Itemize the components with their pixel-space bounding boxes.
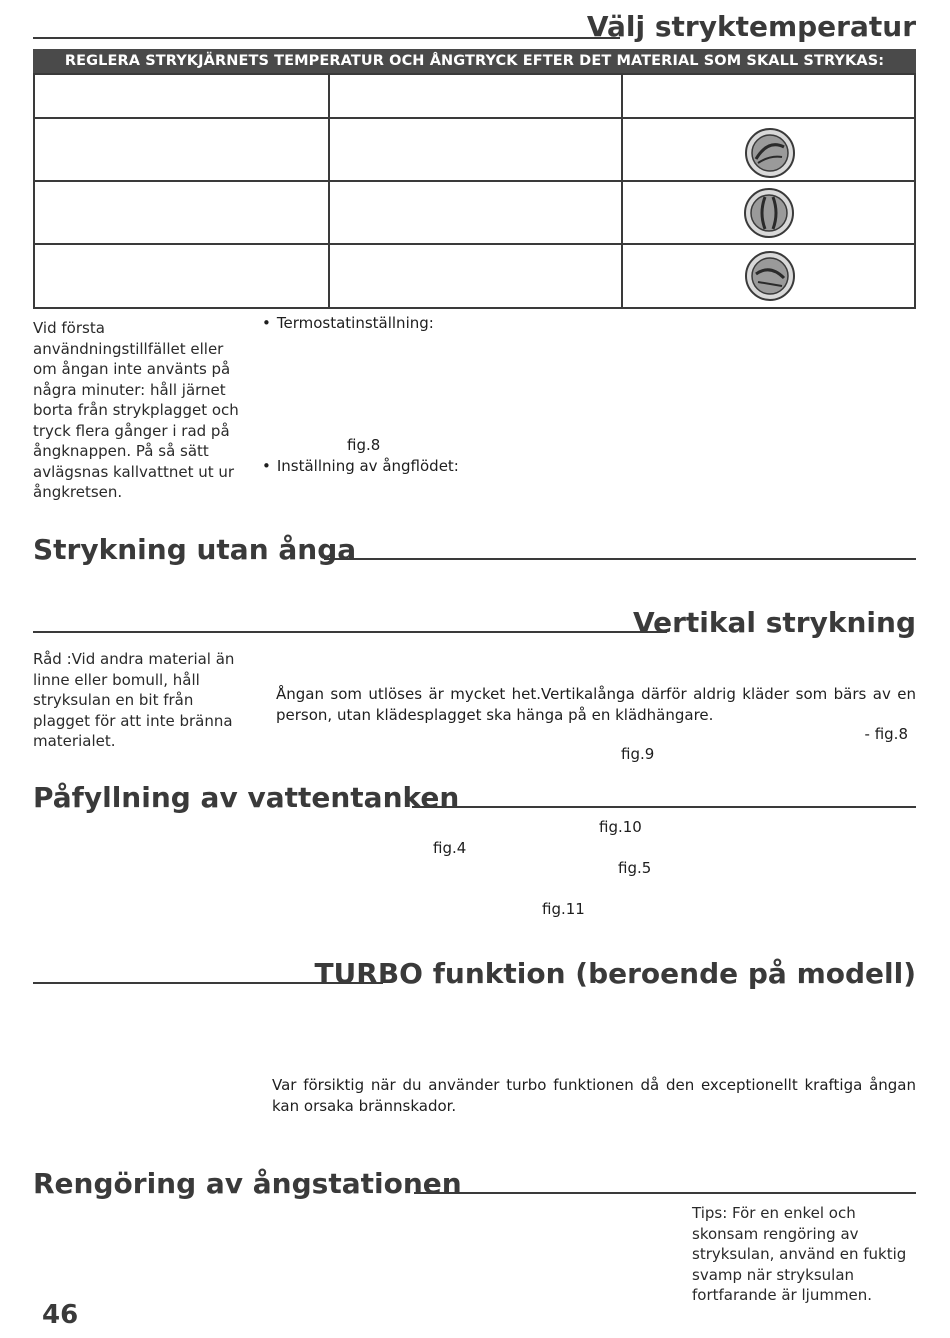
turbo-warning: Var försiktig när du använder turbo funktionen då den exceptionellt kraftiga ångan kan orsaka brännskador. xyxy=(272,1076,916,1115)
section-title-turbo: TURBO funktion (beroende på modell) xyxy=(314,957,916,990)
page-number: 46 xyxy=(42,1300,79,1330)
table-column-divider xyxy=(328,73,330,309)
steam-flow-label: Inställning av ångflödet: xyxy=(276,457,459,475)
fig-4-reference: fig.4 xyxy=(433,839,467,857)
fig-5-reference: fig.5 xyxy=(618,859,652,877)
thermostat-dial-low-icon xyxy=(744,127,796,179)
heading-rule xyxy=(414,1192,916,1194)
first-use-note: Vid första användningstillfället eller om ångan inte använts på några minuter: håll järnet borta från strykplagget och tryck flera gånger i rad på ångknappen. På så sätt avlägsnas kallvattnet ut ur ångkretsen. xyxy=(33,319,239,501)
fig-9-reference: fig.9 xyxy=(621,745,655,763)
cleaning-tips: Tips: För en enkel och skonsam rengöring av stryksulan, använd en fuktig svamp när stryksulan fortfarande är ljummen. xyxy=(692,1204,907,1304)
heading-rule xyxy=(324,558,916,560)
advice-note: Råd :Vid andra material än linne eller bomull, håll stryksulan en bit från plagget för att inte bränna materialet. xyxy=(33,650,235,750)
section-title-temperature: Välj stryktemperatur xyxy=(586,10,916,43)
thermostat-dial-mid-icon xyxy=(743,187,795,239)
section-title-vertical: Vertikal strykning xyxy=(632,606,916,639)
thermostat-setting-bullet xyxy=(262,313,434,334)
table-row-divider xyxy=(33,243,916,245)
table-row-divider xyxy=(33,180,916,182)
steam-flow-bullet xyxy=(262,456,459,477)
heading-rule xyxy=(412,806,916,808)
heading-rule xyxy=(33,37,620,39)
fig-8-reference: fig.8 xyxy=(347,436,381,454)
fig-10-reference: fig.10 xyxy=(599,818,642,836)
heading-rule xyxy=(33,631,667,633)
table-header: REGLERA STRYKJÄRNETS TEMPERATUR OCH ÅNGTRYCK EFTER DET MATERIAL SOM SKALL STRYKAS: xyxy=(33,49,916,73)
thermostat-setting-label: Termostatinställning: xyxy=(276,314,434,332)
table-row-divider xyxy=(33,117,916,119)
section-title-fill-tank: Påfyllning av vattentanken xyxy=(33,781,460,814)
fig-11-reference: fig.11 xyxy=(542,900,585,918)
section-title-no-steam: Strykning utan ånga xyxy=(33,533,357,566)
fig-8-reference: - fig.8 xyxy=(864,725,908,743)
section-title-cleaning: Rengöring av ångstationen xyxy=(33,1167,462,1200)
vertical-steam-warning: Ångan som utlöses är mycket het.Vertikalånga därför aldrig kläder som bärs av en person, utan klädesplagget ska hänga på en klädhängare. xyxy=(276,685,916,724)
table-column-divider xyxy=(621,73,623,309)
thermostat-dial-high-icon xyxy=(744,250,796,302)
